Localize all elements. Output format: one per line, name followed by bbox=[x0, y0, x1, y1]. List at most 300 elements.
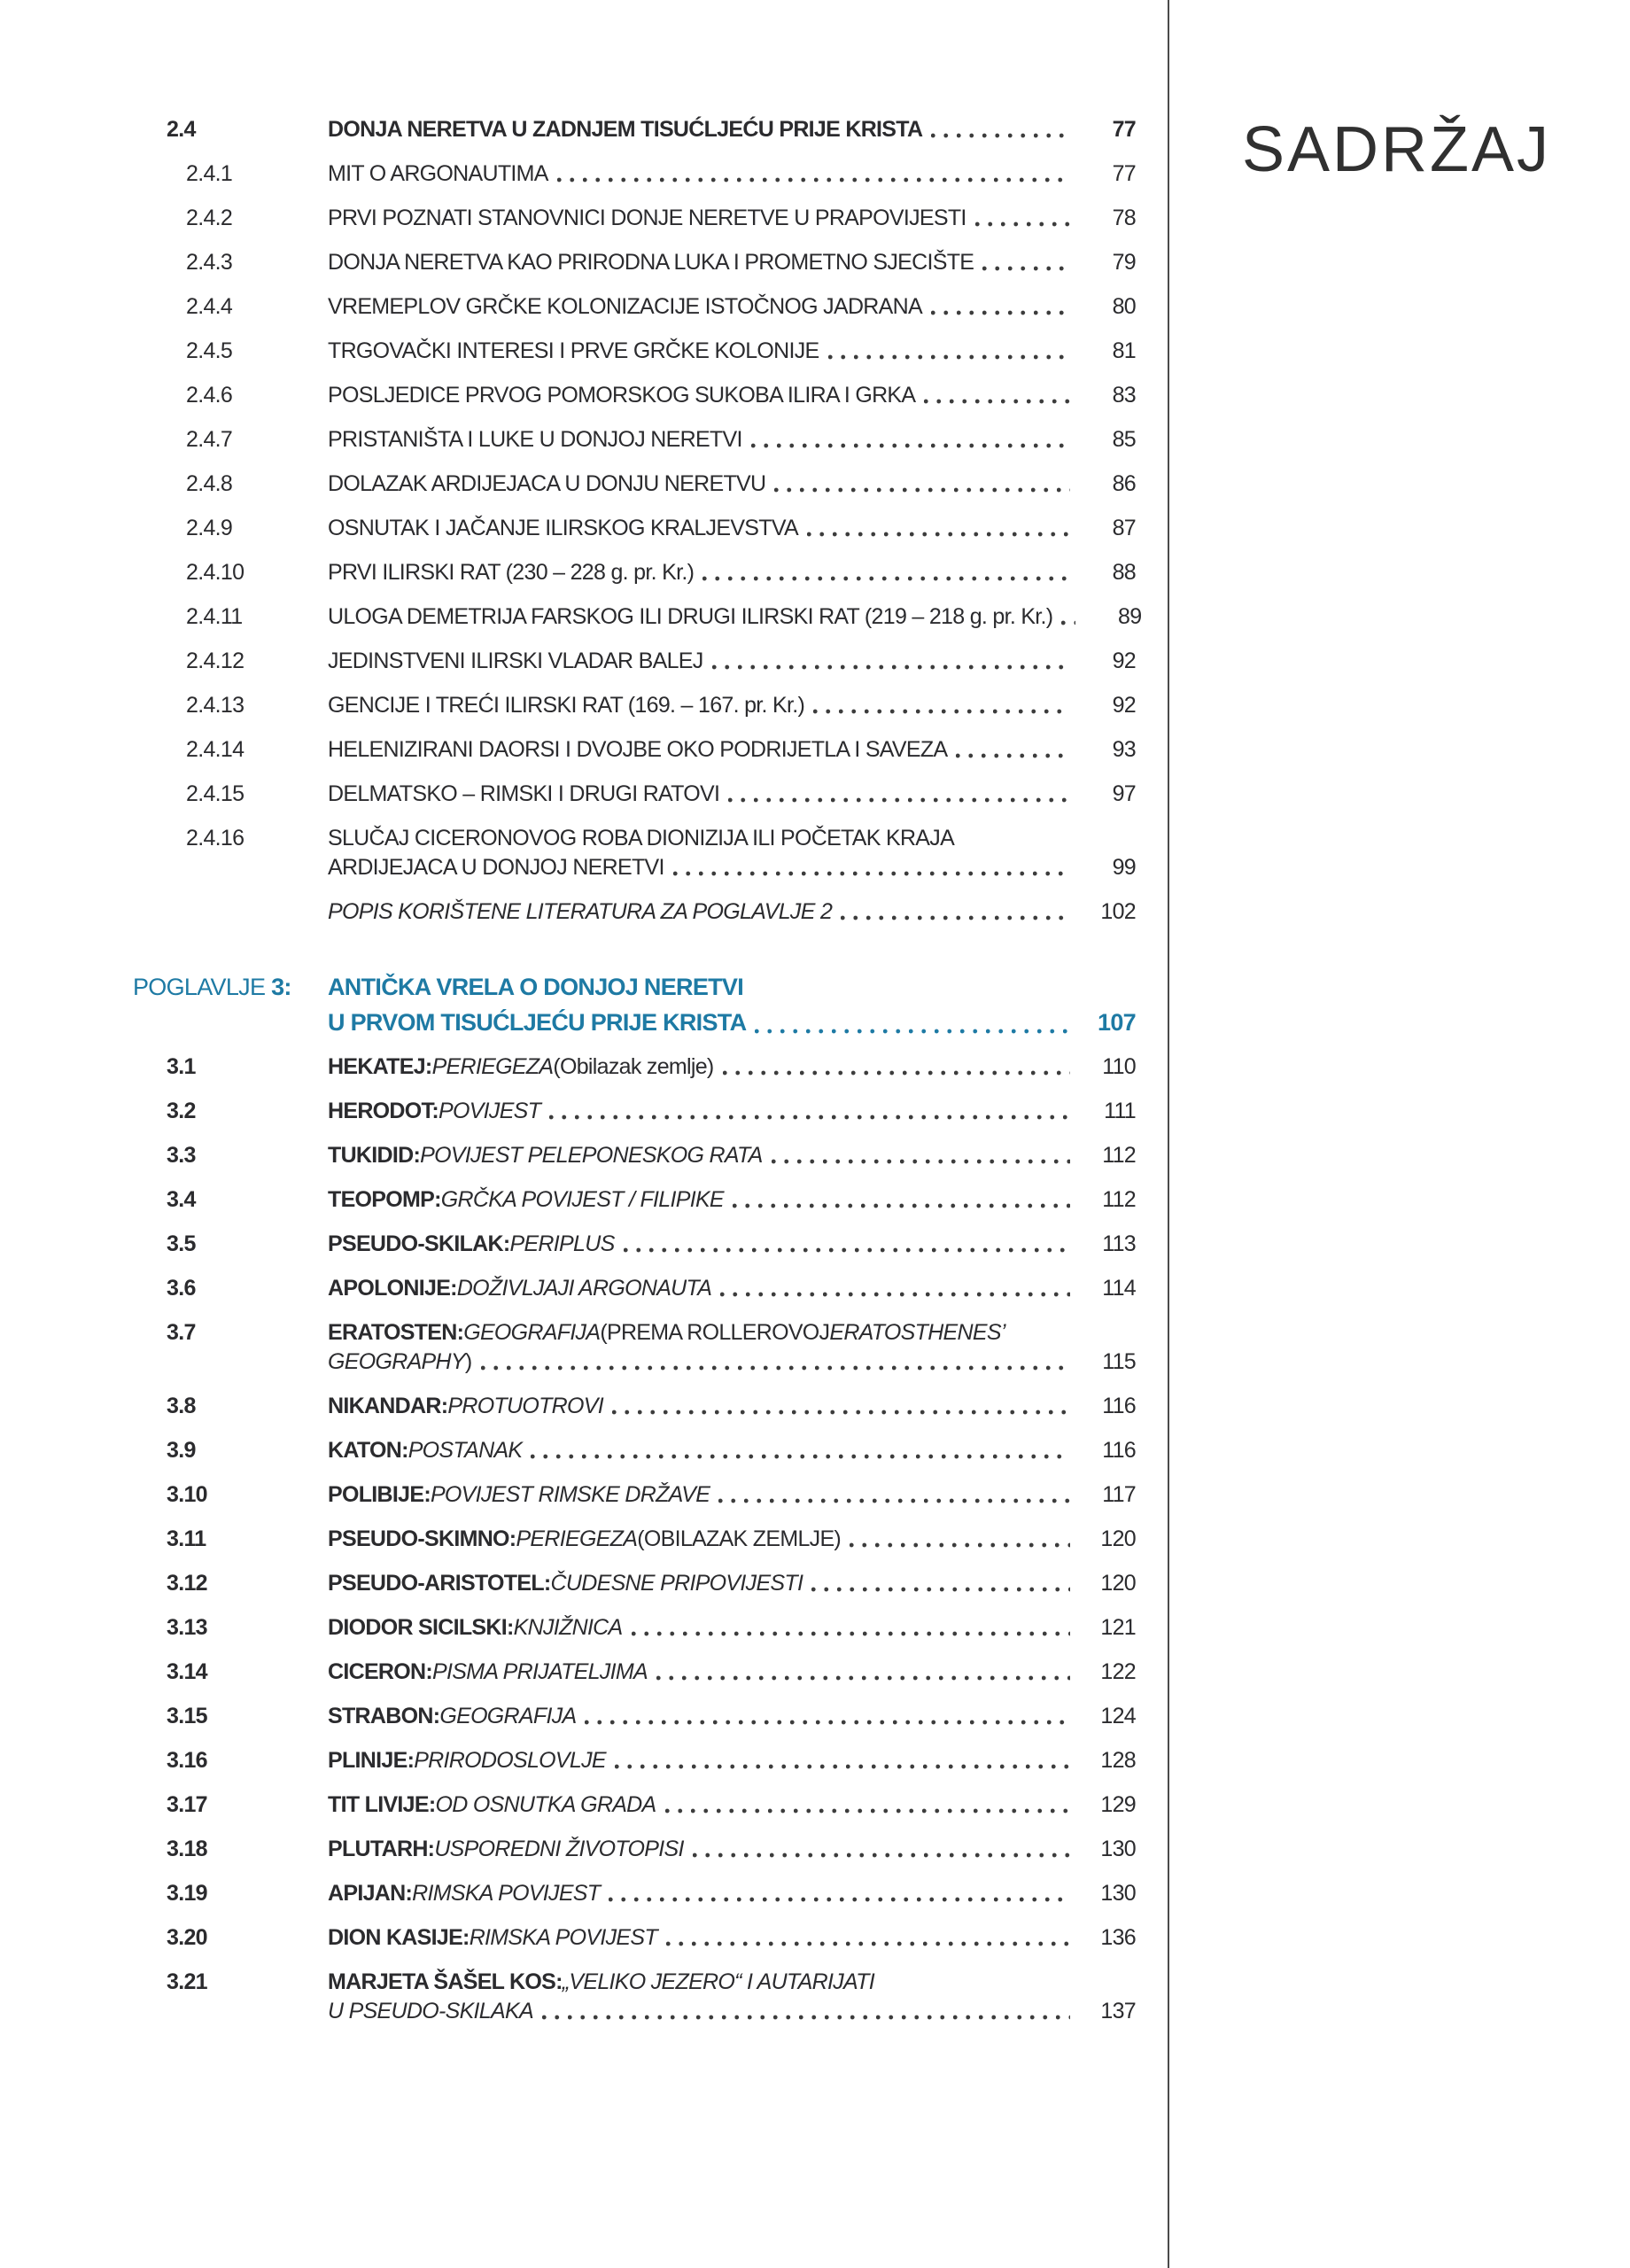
toc-row bbox=[133, 780, 1136, 809]
toc-entry-body bbox=[328, 1525, 1136, 1554]
toc-entry-number bbox=[133, 969, 328, 1005]
toc-entry-number: 3.6 bbox=[167, 1276, 196, 1301]
toc-entry-line bbox=[328, 248, 1136, 277]
toc-entry-number: 2.4.5 bbox=[186, 338, 233, 363]
toc-entry-body bbox=[328, 425, 1136, 454]
toc-entry-number: 2.4.11 bbox=[186, 604, 243, 629]
toc-entry-text: USPOREDNI ŽIVOTOPISI bbox=[434, 1837, 684, 1861]
toc-entry-number: 3.17 bbox=[167, 1792, 207, 1817]
toc-entry-number: 3.13 bbox=[167, 1615, 207, 1640]
dotted-leader bbox=[931, 310, 1070, 315]
toc-row bbox=[133, 159, 1136, 189]
toc-entry-number: 3.12 bbox=[167, 1571, 207, 1596]
toc-page-number: 116 bbox=[1102, 1438, 1136, 1463]
toc-list bbox=[133, 115, 1142, 2041]
toc-page-number: 113 bbox=[1102, 1231, 1136, 1256]
toc-entry-text: ARDIJEJACA U DONJOJ NERETVI bbox=[328, 855, 664, 880]
dotted-leader bbox=[615, 1764, 1070, 1769]
toc-row bbox=[133, 514, 1136, 543]
toc-page-number: 79 bbox=[1112, 250, 1136, 275]
dotted-leader bbox=[542, 2015, 1070, 2020]
dotted-leader bbox=[828, 354, 1070, 360]
toc-entry-number: 2.4.6 bbox=[186, 383, 233, 408]
dotted-leader bbox=[632, 1631, 1070, 1636]
toc-entry-body bbox=[328, 1968, 1136, 2026]
toc-row bbox=[133, 1141, 1136, 1170]
toc-entry-line bbox=[328, 115, 1136, 144]
toc-entry-body bbox=[328, 1185, 1136, 1215]
toc-entry-number: 3.5 bbox=[167, 1231, 196, 1256]
toc-entry-text: (OBILAZAK ZEMLJE) bbox=[637, 1526, 842, 1551]
toc-entry-text: PSEUDO-SKIMNO: bbox=[328, 1526, 516, 1551]
toc-entry-number: 3.10 bbox=[167, 1482, 207, 1507]
toc-entry-text: PERIPLUS bbox=[509, 1231, 615, 1256]
toc-entry-line bbox=[328, 514, 1136, 543]
toc-entry-body bbox=[328, 558, 1136, 587]
toc-entry-line bbox=[328, 1318, 1136, 1348]
toc-row bbox=[133, 1746, 1136, 1775]
toc-entry-line bbox=[328, 780, 1136, 809]
dotted-leader bbox=[693, 1852, 1070, 1858]
toc-page-number: 107 bbox=[1098, 1009, 1136, 1036]
toc-row bbox=[133, 1436, 1136, 1465]
toc-entry-body bbox=[328, 824, 1136, 882]
toc-page-number: 88 bbox=[1112, 560, 1136, 585]
toc-entry-body bbox=[328, 691, 1136, 720]
toc-entry-body bbox=[328, 1879, 1136, 1908]
toc-entry-text: TUKIDID: bbox=[328, 1143, 421, 1168]
toc-page-number: 92 bbox=[1112, 693, 1136, 718]
dotted-leader bbox=[772, 1159, 1070, 1164]
toc-entry-text: RIMSKA POVIJEST bbox=[412, 1881, 601, 1906]
toc-entry-number: 2.4.2 bbox=[186, 206, 233, 230]
toc-entry-line bbox=[328, 1997, 1136, 2026]
toc-entry-text: HELENIZIRANI DAORSI I DVOJBE OKO PODRIJETLA I SAVEZA bbox=[328, 737, 948, 762]
toc-page-number: 117 bbox=[1102, 1482, 1136, 1507]
toc-row bbox=[133, 381, 1136, 410]
toc-row bbox=[133, 115, 1136, 144]
toc-page-number: 102 bbox=[1100, 899, 1136, 924]
toc-entry-number: 3.9 bbox=[167, 1438, 196, 1463]
toc-entry-number: 2.4 bbox=[167, 117, 196, 142]
toc-entry-number: 3.7 bbox=[167, 1320, 196, 1345]
toc-entry-text: TEOPOMP: bbox=[328, 1187, 441, 1212]
toc-entry-line bbox=[328, 1613, 1136, 1643]
toc-entry-text: VREMEPLOV GRČKE KOLONIZACIJE ISTOČNOG JADRANA bbox=[328, 294, 922, 319]
toc-entry-line bbox=[328, 558, 1136, 587]
dotted-leader bbox=[1061, 620, 1075, 625]
toc-page-number: 130 bbox=[1100, 1881, 1136, 1906]
toc-row bbox=[133, 558, 1136, 587]
toc-entry-text: DONJA NERETVA KAO PRIRODNA LUKA I PROMETNO SJECIŠTE bbox=[328, 250, 974, 275]
toc-entry-text: ERATOSTHENES’ bbox=[829, 1320, 1005, 1345]
toc-entry-text: DELMATSKO – RIMSKI I DRUGI RATOVI bbox=[328, 781, 720, 806]
dotted-leader bbox=[931, 133, 1070, 138]
toc-entry-line bbox=[328, 425, 1136, 454]
toc-entry-text: (Obilazak zemlje) bbox=[553, 1054, 714, 1079]
toc-entry-text: DOLAZAK ARDIJEJACA U DONJU NERETVU bbox=[328, 471, 766, 496]
toc-entry-line bbox=[328, 1923, 1136, 1953]
toc-entry-text: PSEUDO-SKILAK: bbox=[328, 1231, 510, 1256]
toc-page-number: 137 bbox=[1100, 1999, 1136, 2023]
toc-entry-text: GEOGRAPHY bbox=[328, 1349, 465, 1374]
toc-row bbox=[133, 1790, 1136, 1820]
toc-entry-text: ČUDESNE PRIPOVIJESTI bbox=[550, 1571, 803, 1596]
dotted-leader bbox=[720, 1292, 1070, 1297]
toc-entry-number: 3.2 bbox=[167, 1099, 196, 1123]
toc-entry-body bbox=[328, 1318, 1136, 1377]
toc-row bbox=[133, 337, 1136, 366]
dotted-leader bbox=[718, 1498, 1070, 1503]
toc-entry-text: OD OSNUTKA GRADA bbox=[435, 1792, 656, 1817]
toc-page-number: 115 bbox=[1102, 1349, 1136, 1374]
toc-page-number: 77 bbox=[1112, 161, 1136, 186]
toc-row bbox=[133, 691, 1136, 720]
toc-page-number: 89 bbox=[1118, 604, 1142, 629]
dotted-leader bbox=[531, 1454, 1070, 1459]
toc-entry-body bbox=[328, 470, 1136, 499]
dotted-leader bbox=[728, 797, 1070, 803]
toc-row bbox=[133, 1968, 1136, 2026]
toc-entry-line bbox=[328, 1052, 1136, 1082]
toc-entry-line bbox=[328, 1097, 1136, 1126]
toc-entry-text: DONJA NERETVA U ZADNJEM TISUĆLJEĆU PRIJE KRISTA bbox=[328, 117, 923, 142]
dotted-leader bbox=[850, 1542, 1070, 1548]
toc-entry-number: 2.4.12 bbox=[186, 649, 244, 673]
toc-entry-body bbox=[328, 780, 1136, 809]
toc-entry-number: 3.8 bbox=[167, 1394, 196, 1418]
toc-entry-body bbox=[328, 292, 1136, 322]
toc-entry-text: DION KASIJE: bbox=[328, 1925, 470, 1950]
toc-entry-text: TIT LIVIJE: bbox=[328, 1792, 436, 1817]
toc-entry-line bbox=[328, 381, 1136, 410]
dotted-leader bbox=[956, 753, 1070, 758]
toc-entry-text: GEOGRAFIJA bbox=[439, 1704, 577, 1728]
toc-entry-number: 2.4.10 bbox=[186, 560, 244, 585]
toc-entry-text: ANTIČKA VRELA O DONJOJ NERETVI bbox=[328, 974, 744, 1000]
toc-page-number: 78 bbox=[1112, 206, 1136, 230]
toc-entry-text: PRISTANIŠTA I LUKE U DONJOJ NERETVI bbox=[328, 427, 742, 452]
toc-page-number: 85 bbox=[1112, 427, 1136, 452]
dotted-leader bbox=[612, 1410, 1070, 1415]
toc-page-number: 122 bbox=[1100, 1659, 1136, 1684]
toc-page-number: 80 bbox=[1112, 294, 1136, 319]
toc-page-number: 120 bbox=[1100, 1571, 1136, 1596]
toc-page-number: 112 bbox=[1102, 1187, 1136, 1212]
toc-entry-line bbox=[328, 1348, 1136, 1377]
toc-entry-text: U PRVOM TISUĆLJEĆU PRIJE KRISTA bbox=[328, 1009, 747, 1036]
toc-entry-text: POSLJEDICE PRVOG POMORSKOG SUKOBA ILIRA I GRKA bbox=[328, 383, 916, 408]
toc-entry-text: MARJETA ŠAŠEL KOS: bbox=[328, 1969, 563, 1994]
dotted-leader bbox=[609, 1897, 1070, 1902]
dotted-leader bbox=[712, 664, 1070, 670]
toc-row bbox=[133, 1052, 1136, 1082]
dotted-leader bbox=[982, 266, 1070, 271]
toc-entry-body bbox=[328, 897, 1136, 927]
dotted-leader bbox=[733, 1203, 1070, 1208]
toc-entry-text: PRVI ILIRSKI RAT (230 – 228 g. pr. Kr.) bbox=[328, 560, 695, 585]
toc-entry-number: 3.20 bbox=[167, 1925, 207, 1950]
toc-entry-text: APOLONIJE: bbox=[328, 1276, 457, 1301]
toc-entry-text: NIKANDAR: bbox=[328, 1394, 448, 1418]
toc-entry-line bbox=[328, 1746, 1136, 1775]
toc-page-number: 130 bbox=[1100, 1837, 1136, 1861]
toc-entry-body bbox=[328, 1790, 1136, 1820]
toc-entry-line bbox=[328, 1185, 1136, 1215]
toc-entry-line bbox=[328, 1525, 1136, 1554]
toc-entry-body bbox=[328, 1436, 1136, 1465]
toc-entry-line bbox=[328, 1436, 1136, 1465]
chapter-label: POGLAVLJE bbox=[133, 974, 272, 1000]
toc-page-number: 116 bbox=[1102, 1394, 1136, 1418]
toc-entry-body bbox=[328, 1052, 1136, 1082]
dotted-leader bbox=[665, 1808, 1070, 1814]
toc-entry-line bbox=[328, 1879, 1136, 1908]
toc-entry-number: 2.4.14 bbox=[186, 737, 244, 762]
toc-page-number: 111 bbox=[1104, 1099, 1136, 1123]
toc-entry-text: ERATOSTEN: bbox=[328, 1320, 464, 1345]
toc-entry-body bbox=[328, 1230, 1136, 1259]
toc-entry-text: U PSEUDO-SKILAKA bbox=[328, 1999, 533, 2023]
toc-entry-text: KNJIŽNICA bbox=[513, 1615, 623, 1640]
toc-entry-number: 2.4.13 bbox=[186, 693, 244, 718]
toc-entry-number: 3.3 bbox=[167, 1143, 196, 1168]
toc-page-number: 97 bbox=[1112, 781, 1136, 806]
toc-entry-text: PISMA PRIJATELJIMA bbox=[432, 1659, 648, 1684]
toc-entry-text: POSTANAK bbox=[408, 1438, 523, 1463]
toc-entry-text: JEDINSTVENI ILIRSKI VLADAR BALEJ bbox=[328, 649, 703, 673]
toc-row bbox=[133, 1923, 1136, 1953]
dotted-leader bbox=[557, 177, 1070, 183]
toc-entry-text: RIMSKA POVIJEST bbox=[469, 1925, 657, 1950]
toc-entry-line bbox=[328, 602, 1142, 632]
toc-entry-text: DIODOR SICILSKI: bbox=[328, 1615, 514, 1640]
toc-entry-text: OSNUTAK I JAČANJE ILIRSKOG KRALJEVSTVA bbox=[328, 516, 798, 540]
toc-row bbox=[133, 1318, 1136, 1377]
toc-entry-text: PERIEGEZA bbox=[516, 1526, 638, 1551]
toc-row bbox=[133, 1230, 1136, 1259]
toc-entry-number: 2.4.16 bbox=[186, 826, 244, 850]
toc-page-number: 114 bbox=[1102, 1276, 1136, 1301]
toc-entry-number: 3.15 bbox=[167, 1704, 207, 1728]
toc-row bbox=[133, 1613, 1136, 1643]
dotted-leader bbox=[481, 1365, 1071, 1371]
toc-entry-line bbox=[328, 853, 1136, 882]
toc-row bbox=[133, 1658, 1136, 1687]
toc-entry-body bbox=[328, 1746, 1136, 1775]
toc-entry-line bbox=[328, 1569, 1136, 1598]
toc-entry-text: DOŽIVLJAJI ARGONAUTA bbox=[456, 1276, 712, 1301]
toc-entry-line bbox=[328, 1392, 1136, 1421]
toc-entry-text: „VELIKO JEZERO“ I AUTARIJATI bbox=[562, 1969, 874, 1994]
toc-entry-text: KATON: bbox=[328, 1438, 408, 1463]
toc-entry-body bbox=[328, 1569, 1136, 1598]
toc-entry-text: SLUČAJ CICERONOVOG ROBA DIONIZIJA ILI POČETAK KRAJA bbox=[328, 826, 955, 850]
dotted-leader bbox=[841, 915, 1070, 920]
toc-row bbox=[133, 1185, 1136, 1215]
toc-entry-body bbox=[328, 1097, 1136, 1126]
toc-entry-body bbox=[328, 735, 1136, 765]
toc-entry-number: 3.21 bbox=[167, 1969, 207, 1994]
toc-entry-body bbox=[328, 381, 1136, 410]
toc-entry-body bbox=[328, 248, 1136, 277]
toc-row bbox=[133, 1525, 1136, 1554]
toc-entry-number: 2.4.1 bbox=[186, 161, 233, 186]
dotted-leader bbox=[549, 1115, 1070, 1120]
toc-row bbox=[133, 292, 1136, 322]
toc-page-number: 92 bbox=[1112, 649, 1136, 673]
toc-entry-body bbox=[328, 602, 1142, 632]
toc-entry-body bbox=[328, 204, 1136, 233]
toc-row bbox=[133, 1569, 1136, 1598]
vertical-divider bbox=[1168, 0, 1169, 2268]
chapter-label: 3: bbox=[271, 974, 291, 1000]
toc-row bbox=[133, 1097, 1136, 1126]
dotted-leader bbox=[624, 1247, 1070, 1253]
toc-entry-line bbox=[328, 1790, 1136, 1820]
toc-page-number: 120 bbox=[1100, 1526, 1136, 1551]
toc-entry-body bbox=[328, 1658, 1136, 1687]
toc-entry-text: PRIRODOSLOVLJE bbox=[414, 1748, 606, 1773]
toc-row bbox=[133, 1392, 1136, 1421]
dotted-leader bbox=[774, 487, 1070, 493]
toc-entry-body bbox=[328, 337, 1136, 366]
toc-entry-line bbox=[328, 1968, 1136, 1997]
dotted-leader bbox=[755, 1029, 1070, 1034]
toc-entry-text: PLUTARH: bbox=[328, 1837, 435, 1861]
toc-entry-line bbox=[328, 897, 1136, 927]
toc-entry-number: 2.4.9 bbox=[186, 516, 233, 540]
toc-entry-text: HERODOT: bbox=[328, 1099, 439, 1123]
dotted-leader bbox=[656, 1675, 1070, 1681]
toc-entry-body bbox=[328, 115, 1136, 144]
toc-entry-text: PLINIJE: bbox=[328, 1748, 415, 1773]
toc-entry-text: MIT O ARGONAUTIMA bbox=[328, 161, 548, 186]
toc-entry-body bbox=[328, 1835, 1136, 1864]
toc-row bbox=[133, 897, 1136, 927]
toc-entry-body bbox=[328, 1923, 1136, 1953]
toc-entry-text: ULOGA DEMETRIJA FARSKOG ILI DRUGI ILIRSKI RAT (219 – 218 g. pr. Kr.) bbox=[328, 604, 1053, 629]
toc-entry-text: HEKATEJ: bbox=[328, 1054, 432, 1079]
toc-page-number: 83 bbox=[1112, 383, 1136, 408]
dotted-leader bbox=[811, 1587, 1070, 1592]
toc-row bbox=[133, 735, 1136, 765]
toc-row bbox=[133, 824, 1136, 882]
toc-entry-line bbox=[328, 1658, 1136, 1687]
toc-entry-text: POPIS KORIŠTENE LITERATURA ZA POGLAVLJE 2 bbox=[328, 899, 833, 924]
toc-row bbox=[133, 1274, 1136, 1303]
toc-entry-text: PROTUOTROVI bbox=[447, 1394, 603, 1418]
toc-page-number: 86 bbox=[1112, 471, 1136, 496]
toc-entry-text: TRGOVAČKI INTERESI I PRVE GRČKE KOLONIJE bbox=[328, 338, 819, 363]
toc-row bbox=[133, 647, 1136, 676]
toc-entry-line bbox=[328, 647, 1136, 676]
toc-entry-number: 3.4 bbox=[167, 1187, 196, 1212]
dotted-leader bbox=[666, 1941, 1070, 1946]
toc-entry-number: 3.16 bbox=[167, 1748, 207, 1773]
toc-entry-line bbox=[328, 969, 1136, 1005]
toc-entry-line bbox=[328, 204, 1136, 233]
toc-entry-line bbox=[328, 1230, 1136, 1259]
toc-row bbox=[133, 1835, 1136, 1864]
toc-page-number: 128 bbox=[1100, 1748, 1136, 1773]
toc-entry-line bbox=[328, 159, 1136, 189]
toc-entry-text: STRABON: bbox=[328, 1704, 440, 1728]
toc-entry-line bbox=[328, 1141, 1136, 1170]
toc-entry-body bbox=[328, 1392, 1136, 1421]
toc-entry-body bbox=[328, 1274, 1136, 1303]
dotted-leader bbox=[585, 1720, 1070, 1725]
toc-entry-number: 2.4.15 bbox=[186, 781, 244, 806]
toc-entry-number: 2.4.7 bbox=[186, 427, 233, 452]
toc-entry-text: POVIJEST bbox=[438, 1099, 541, 1123]
toc-entry-text: (PREMA ROLLEROVOJ bbox=[600, 1320, 830, 1345]
toc-entry-body bbox=[328, 514, 1136, 543]
toc-entry-number: 3.1 bbox=[167, 1054, 196, 1079]
toc-entry-body bbox=[328, 1480, 1136, 1510]
toc-row bbox=[133, 248, 1136, 277]
toc-chapter-row bbox=[133, 969, 1136, 1040]
toc-entry-text: GEOGRAFIJA bbox=[463, 1320, 601, 1345]
toc-entry-line bbox=[328, 1835, 1136, 1864]
toc-entry-line bbox=[328, 292, 1136, 322]
toc-entry-number: 2.4.4 bbox=[186, 294, 233, 319]
toc-entry-text: PRVI POZNATI STANOVNICI DONJE NERETVE U PRAPOVIJESTI bbox=[328, 206, 966, 230]
toc-row bbox=[133, 602, 1142, 632]
toc-page-number: 124 bbox=[1100, 1704, 1136, 1728]
toc-entry-line bbox=[328, 1005, 1136, 1040]
toc-entry-line bbox=[328, 1702, 1136, 1731]
toc-entry-text: GENCIJE I TREĆI ILIRSKI RAT (169. – 167. pr. Kr.) bbox=[328, 693, 805, 718]
toc-page-number: 77 bbox=[1112, 117, 1136, 142]
dotted-leader bbox=[702, 576, 1070, 581]
dotted-leader bbox=[975, 221, 1070, 227]
toc-page-number: 110 bbox=[1102, 1054, 1136, 1079]
toc-entry-number: 3.19 bbox=[167, 1881, 207, 1906]
toc-entry-line bbox=[328, 824, 1136, 853]
dotted-leader bbox=[751, 443, 1070, 448]
dotted-leader bbox=[723, 1070, 1070, 1076]
toc-page-number: 112 bbox=[1102, 1143, 1136, 1168]
toc-row bbox=[133, 1480, 1136, 1510]
toc-row bbox=[133, 1879, 1136, 1908]
toc-entry-text: CICERON: bbox=[328, 1659, 433, 1684]
toc-entry-body bbox=[328, 159, 1136, 189]
toc-entry-text: POVIJEST RIMSKE DRŽAVE bbox=[430, 1482, 710, 1507]
toc-entry-body bbox=[328, 1613, 1136, 1643]
toc-entry-line bbox=[328, 691, 1136, 720]
toc-entry-text: ) bbox=[464, 1349, 472, 1374]
dotted-leader bbox=[807, 532, 1070, 537]
toc-row bbox=[133, 1702, 1136, 1731]
toc-entry-text: APIJAN: bbox=[328, 1881, 413, 1906]
toc-entry-line bbox=[328, 1480, 1136, 1510]
toc-entry-number: 3.18 bbox=[167, 1837, 207, 1861]
toc-entry-number: 2.4.3 bbox=[186, 250, 233, 275]
toc-entry-text: POLIBIJE: bbox=[328, 1482, 431, 1507]
toc-entry-line bbox=[328, 735, 1136, 765]
toc-page-number: 121 bbox=[1100, 1615, 1136, 1640]
toc-page-number: 136 bbox=[1100, 1925, 1136, 1950]
dotted-leader bbox=[673, 871, 1070, 876]
toc-entry-text: POVIJEST PELEPONESKOG RATA bbox=[420, 1143, 763, 1168]
toc-page-number: 81 bbox=[1112, 338, 1136, 363]
toc-row bbox=[133, 204, 1136, 233]
toc-entry-line bbox=[328, 337, 1136, 366]
toc-page-number: 93 bbox=[1112, 737, 1136, 762]
dotted-leader bbox=[813, 709, 1070, 714]
toc-page-number: 129 bbox=[1100, 1792, 1136, 1817]
